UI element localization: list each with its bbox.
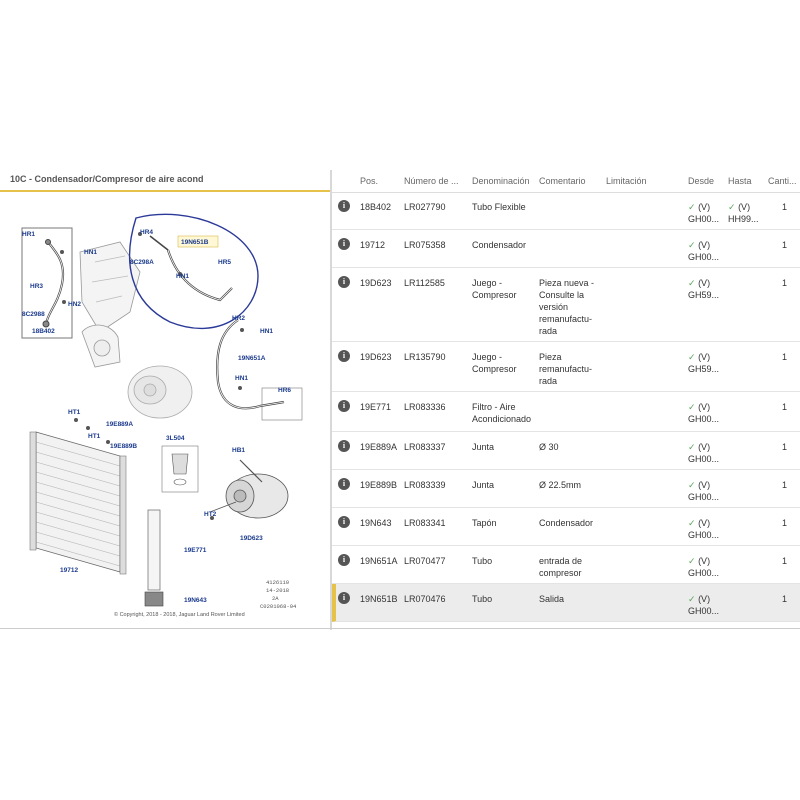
cell-comentario: Pieza nueva - Consulte la versión remanufactu-rada [539, 278, 595, 336]
desde-v: (V) [698, 518, 711, 528]
callout-hb1[interactable]: HB1 [232, 447, 246, 454]
condenser-19712 [30, 432, 126, 574]
cell-cantidad: 1 [782, 480, 788, 490]
cell-denominacion: Juego - Compresor [472, 352, 517, 374]
callout-hr2[interactable]: HR2 [232, 315, 246, 322]
desde-code: GH00... [688, 492, 720, 502]
part-3l504 [162, 446, 198, 492]
cell-numero: LR083339 [404, 480, 446, 490]
info-icon[interactable]: i [338, 238, 350, 250]
cell-desde [688, 239, 719, 263]
callout-19e771[interactable]: 19E771 [184, 547, 207, 554]
cell-numero: LR070477 [404, 556, 446, 566]
callout-hr4[interactable]: HR4 [140, 229, 154, 236]
check-icon: ✓ [688, 594, 696, 604]
cell-comentario: entrada de compresor [539, 556, 583, 578]
cell-desde [688, 555, 719, 579]
cell-desde [688, 351, 719, 375]
callout-19n651a[interactable]: 19N651A [238, 355, 266, 362]
cell-hasta [728, 201, 759, 225]
desde-code: GH00... [688, 414, 720, 424]
copyright: © Copyright, 2018 - 2018, Jaguar Land Rover Limited [114, 612, 245, 618]
desde-code: GH59... [688, 290, 720, 300]
cell-numero: LR027790 [404, 202, 446, 212]
table-row[interactable] [332, 508, 800, 546]
ref-line-4: C0201068-04 [260, 603, 297, 610]
ref-line-1: 4126110 [266, 579, 290, 586]
table-row[interactable] [332, 342, 800, 392]
callout-3l504[interactable]: 3L504 [166, 435, 185, 442]
table-row[interactable] [332, 432, 800, 470]
table-row-selected[interactable] [332, 584, 800, 622]
callout-ht2[interactable]: HT2 [204, 511, 217, 518]
cell-pos: 19712 [360, 240, 386, 250]
callout-hn1-c[interactable]: HN1 [260, 328, 274, 335]
callout-19d623[interactable]: 19D623 [240, 535, 263, 542]
desde-v: (V) [698, 556, 711, 566]
desde-code: GH00... [688, 530, 720, 540]
cell-pos: 19D623 [360, 352, 392, 362]
cell-comentario: Salida [539, 594, 565, 604]
desde-v: (V) [698, 402, 711, 412]
cell-denominacion: Filtro - Aire Acondicionado [472, 402, 532, 424]
info-icon[interactable]: i [338, 516, 350, 528]
ref-line-3: 2A [272, 595, 279, 602]
callout-hr1[interactable]: HR1 [22, 231, 36, 238]
parts-diagram[interactable] [0, 192, 330, 630]
cell-pos: 18B402 [360, 202, 392, 212]
cell-denominacion: Condensador [472, 240, 527, 250]
cell-pos: 19E889B [360, 480, 398, 490]
info-icon[interactable]: i [338, 400, 350, 412]
desde-v: (V) [698, 352, 711, 362]
desde-v: (V) [698, 278, 711, 288]
col-header-cantidad[interactable]: Canti... [768, 176, 797, 186]
cell-comentario: Ø 30 [539, 442, 559, 452]
cell-cantidad: 1 [782, 202, 788, 212]
desde-code: GH00... [688, 568, 720, 578]
callout-hn1-a[interactable]: HN1 [84, 249, 98, 256]
col-header-comentario[interactable]: Comentario [539, 176, 586, 186]
bottom-divider [0, 628, 800, 629]
col-header-pos[interactable]: Pos. [360, 176, 379, 186]
cell-cantidad: 1 [782, 518, 788, 528]
callout-hr5[interactable]: HR5 [218, 259, 232, 266]
cell-cantidad: 1 [782, 278, 788, 288]
check-icon: ✓ [688, 556, 696, 566]
desde-v: (V) [698, 480, 711, 490]
check-icon: ✓ [688, 202, 696, 212]
info-icon[interactable]: i [338, 350, 350, 362]
check-icon: ✓ [688, 402, 696, 412]
callout-hr3[interactable]: HR3 [30, 283, 44, 290]
cell-comentario: Pieza remanufactu-rada [539, 352, 593, 386]
check-icon: ✓ [728, 202, 736, 212]
filter-19e771 [145, 510, 163, 606]
col-header-hasta[interactable]: Hasta [728, 176, 752, 186]
cell-pos: 19N651B [360, 594, 398, 604]
cell-pos: 19E889A [360, 442, 398, 452]
compressor-ghost [128, 366, 192, 418]
desde-v: (V) [698, 240, 711, 250]
check-icon: ✓ [688, 442, 696, 452]
callout-ht1-b[interactable]: HT1 [88, 433, 101, 440]
cell-desde [688, 401, 719, 425]
col-header-denominacion[interactable]: Denominación [472, 176, 530, 186]
callout-hn1-d[interactable]: HN1 [235, 375, 249, 382]
compressor-19d623 [210, 474, 288, 518]
callout-8c2988[interactable]: 8C2988 [22, 311, 45, 318]
desde-v: (V) [698, 442, 711, 452]
table-header [332, 170, 800, 193]
cell-cantidad: 1 [782, 556, 788, 566]
table-row[interactable] [332, 268, 800, 342]
cell-pos: 19N651A [360, 556, 398, 566]
cell-cantidad: 1 [782, 240, 788, 250]
cell-desde [688, 593, 719, 617]
table-row[interactable] [332, 546, 800, 584]
diagram-panel [0, 170, 330, 630]
check-icon: ✓ [688, 240, 696, 250]
callout-19n651b[interactable]: 19N651B [181, 239, 209, 246]
cell-numero: LR135790 [404, 352, 446, 362]
hasta-code: HH99... [728, 214, 759, 224]
cell-cantidad: 1 [782, 352, 788, 362]
cell-pos: 19E771 [360, 402, 392, 412]
callout-18b402[interactable]: 18B402 [32, 328, 55, 335]
callout-8c298a[interactable]: 8C298A [130, 259, 154, 266]
info-icon[interactable]: i [338, 200, 350, 212]
cell-numero: LR083336 [404, 402, 446, 412]
col-header-desde[interactable]: Desde [688, 176, 715, 186]
desde-code: GH00... [688, 214, 720, 224]
table-row[interactable] [332, 230, 800, 268]
cell-denominacion: Juego - Compresor [472, 278, 517, 300]
callout-hr6[interactable]: HR6 [278, 387, 292, 394]
cell-desde [688, 277, 719, 301]
cell-comentario: Ø 22.5mm [539, 480, 582, 490]
cell-comentario: Condensador [539, 518, 594, 528]
cell-cantidad: 1 [782, 442, 788, 452]
cell-denominacion: Junta [472, 442, 495, 452]
cell-desde [688, 517, 719, 541]
ref-line-2: 14-2018 [266, 587, 290, 594]
callout-19n643[interactable]: 19N643 [184, 597, 207, 604]
cell-numero: LR083341 [404, 518, 446, 528]
info-icon[interactable]: i [338, 592, 350, 604]
callout-ht1-a[interactable]: HT1 [68, 409, 81, 416]
panel-title: 10C - Condensador/Compresor de aire acond [10, 174, 204, 184]
tube-19n651a [217, 320, 302, 420]
cell-desde [688, 441, 719, 465]
cell-denominacion: Tapón [472, 518, 497, 528]
cell-pos: 19D623 [360, 278, 392, 288]
table-row[interactable] [332, 192, 800, 230]
desde-code: GH00... [688, 454, 720, 464]
table-row[interactable] [332, 470, 800, 508]
cell-numero: LR075358 [404, 240, 446, 250]
check-icon: ✓ [688, 352, 696, 362]
cell-pos: 19N643 [360, 518, 392, 528]
table-row[interactable] [332, 392, 800, 432]
info-icon[interactable]: i [338, 478, 350, 490]
cell-denominacion: Junta [472, 480, 495, 490]
desde-code: GH00... [688, 606, 720, 616]
cell-desde [688, 479, 719, 503]
col-header-numero[interactable]: Número de ... [404, 176, 459, 186]
callout-19e889a[interactable]: 19E889A [106, 421, 134, 428]
callout-hn2[interactable]: HN2 [68, 301, 82, 308]
info-icon[interactable]: i [338, 440, 350, 452]
cell-denominacion: Tubo Flexible [472, 202, 526, 212]
parts-table [332, 170, 800, 630]
info-icon[interactable]: i [338, 554, 350, 566]
check-icon: ✓ [688, 278, 696, 288]
info-icon[interactable]: i [338, 276, 350, 288]
cell-numero: LR083337 [404, 442, 446, 452]
panel-header [0, 170, 330, 192]
desde-v: (V) [698, 202, 711, 212]
desde-code: GH00... [688, 252, 720, 262]
cell-denominacion: Tubo [472, 594, 493, 604]
cell-desde [688, 201, 719, 225]
check-icon: ✓ [688, 480, 696, 490]
callout-hn1-b[interactable]: HN1 [176, 273, 190, 280]
desde-v: (V) [698, 594, 711, 604]
cell-denominacion: Tubo [472, 556, 493, 566]
desde-code: GH59... [688, 364, 720, 374]
hasta-v: (V) [738, 202, 751, 212]
col-header-limitacion[interactable]: Limitación [606, 176, 647, 186]
check-icon: ✓ [688, 518, 696, 528]
cell-cantidad: 1 [782, 402, 788, 412]
callout-19e889b[interactable]: 19E889B [110, 443, 138, 450]
cell-cantidad: 1 [782, 594, 788, 604]
cell-numero: LR112585 [404, 278, 445, 288]
cell-numero: LR070476 [404, 594, 446, 604]
callout-19712[interactable]: 19712 [60, 567, 79, 574]
